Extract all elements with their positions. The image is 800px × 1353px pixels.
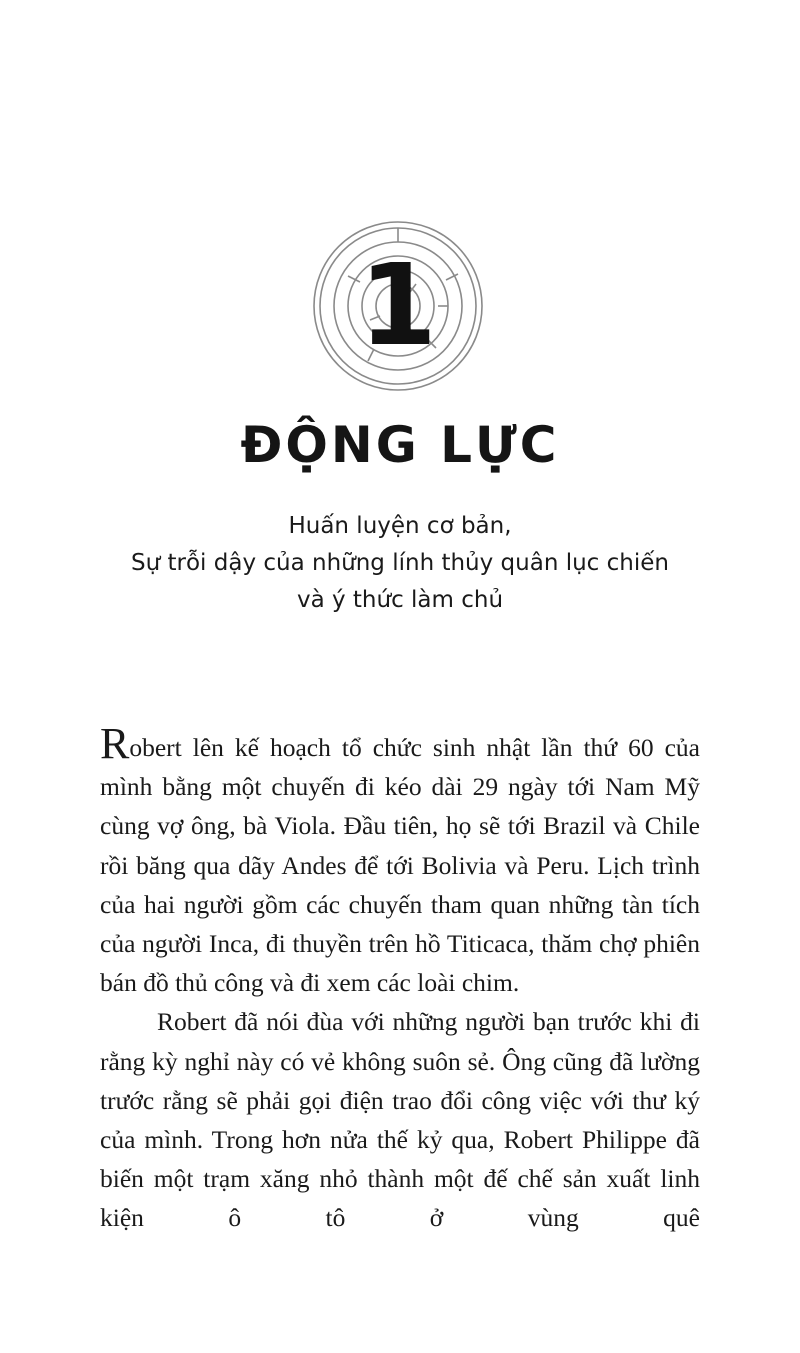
paragraph: Robert đã nói đùa với những người bạn trước khi đi rằng kỳ nghỉ này có vẻ không suôn sẻ. Ông cũng đã lường trước rằng sẽ phải gọi điện trao đổi công việc với thư ký của mình. Trong hơn nửa thế kỷ qua, Robert Philippe đã biến một trạm xăng nhỏ thành một đế chế sản xuất linh kiện ô tô ở vùng quê xyxy=(100,1007,700,1233)
subtitle-line: Sự trỗi dậy của những lính thủy quân lục chiến xyxy=(131,550,669,576)
subtitle-line: Huấn luyện cơ bản, xyxy=(288,513,512,539)
drop-cap: R xyxy=(100,719,130,768)
chapter-number: 1 xyxy=(359,241,437,371)
paragraph xyxy=(100,719,700,1002)
body-text xyxy=(100,719,700,1238)
subtitle-line: và ý thức làm chủ xyxy=(296,587,504,613)
chapter-subtitle xyxy=(0,508,800,619)
chapter-title: ĐỘNG LỰC xyxy=(240,416,560,474)
paragraph-text: obert lên kế hoạch tổ chức sinh nhật lần thứ 60 của mình bằng một chuyến đi kéo dài 29 ngày tới Nam Mỹ cùng vợ ông, bà Viola. Đầu tiên, họ sẽ tới Brazil và Chile rồi băng qua dãy Andes để tới Bolivia và Peru. Lịch trình của hai người gồm các chuyến tham quan những tàn tích của người Inca, đi thuyền trên hồ Titicaca, thăm chợ phiên bán đồ thủ công và đi xem các loài chim. xyxy=(100,733,700,998)
chapter-number-emblem xyxy=(308,216,488,396)
